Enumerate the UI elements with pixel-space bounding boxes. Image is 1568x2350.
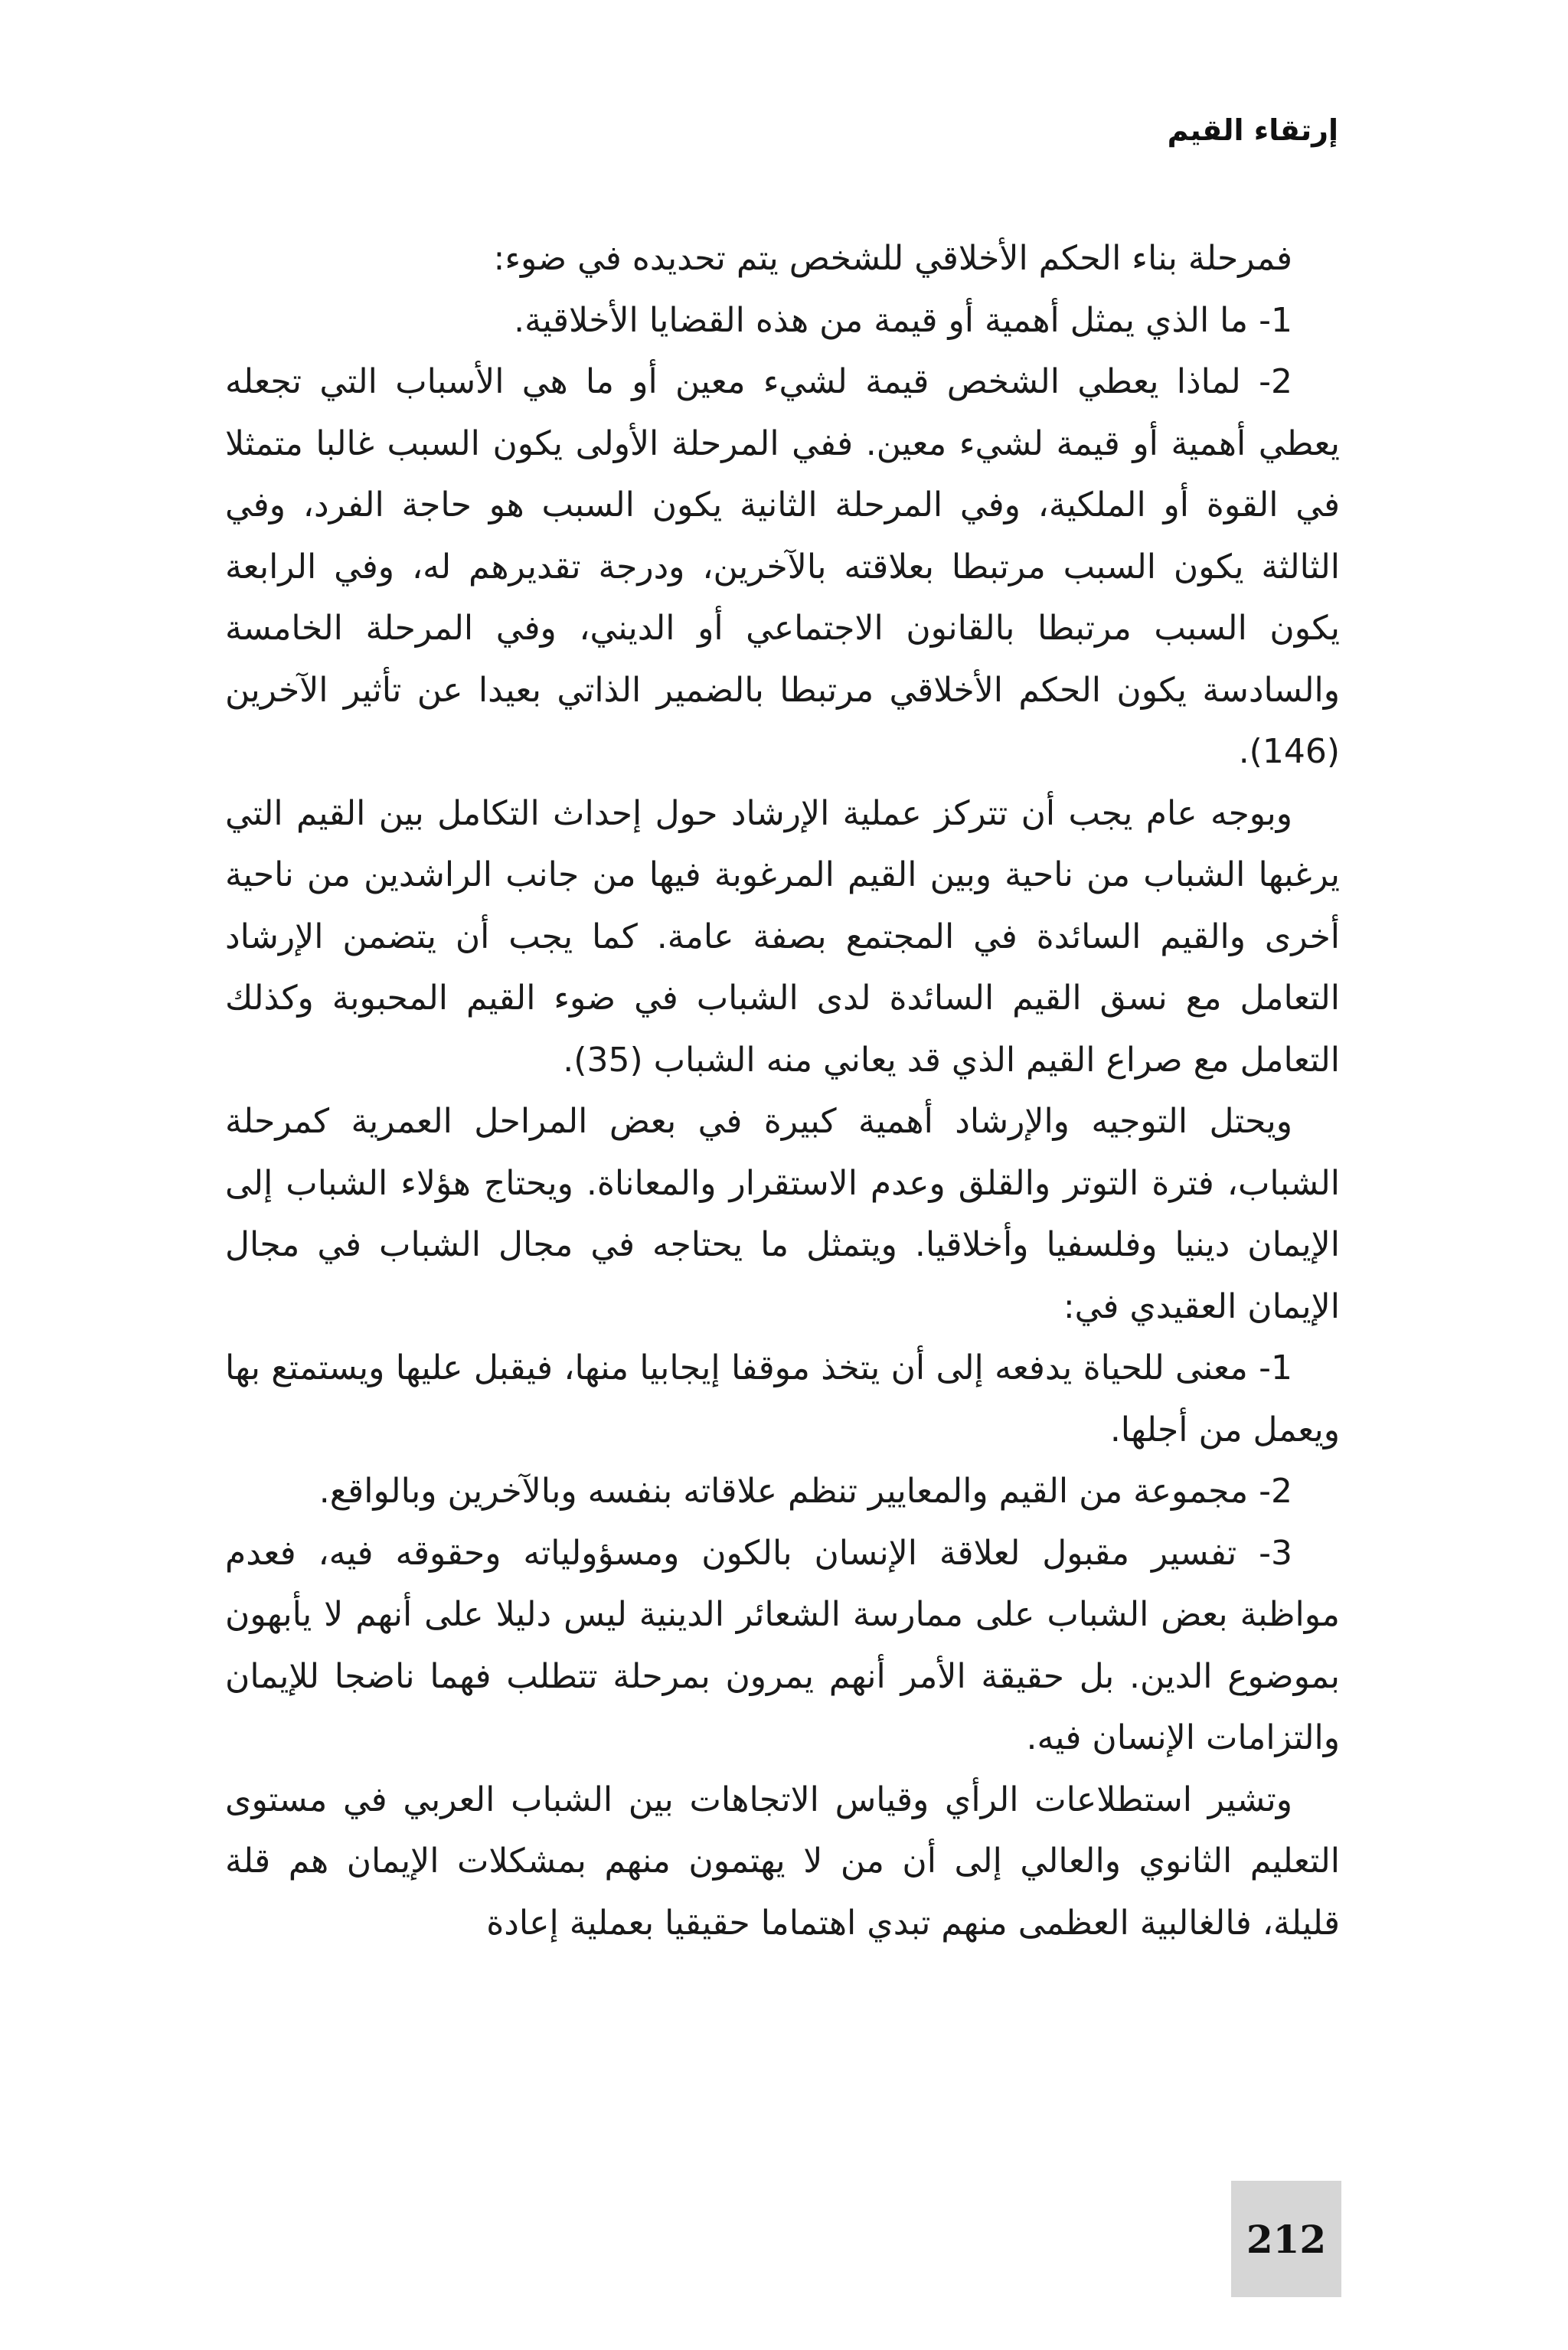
page-number: 212: [1246, 2216, 1327, 2262]
list-item-2: 2- لماذا يعطي الشخص قيمة لشيء معين أو ما هي الأسباب التي تجعله يعطي أهمية أو قيمة لشيء معين. ففي المرحلة الأولى يكون السبب غالبا متمثلا في القوة أو الملكية، وفي المرحلة الثانية يكون السبب هو حاجة الفرد، وفي الثالثة يكون السبب مرتبطا بعلاقته بالآخرين، ودرجة تقديرهم له، وفي الرابعة يكون السبب مرتبطا بالقانون الاجتماعي أو الديني، وفي المرحلة الخامسة والسادسة يكون الحكم الأخلاقي مرتبطا بالضمير الذاتي بعيدا عن تأثير الآخرين (146).: [225, 362, 1340, 771]
list-item-1: 1- ما الذي يمثل أهمية أو قيمة من هذه القضايا الأخلاقية.: [514, 300, 1292, 340]
body-text: [225, 228, 1340, 1954]
paragraph-guidance: وبوجه عام يجب أن تتركز عملية الإرشاد حول إحداث التكامل بين القيم التي يرغبها الشباب من ناحية وبين القيم المرغوبة فيها من جانب الراشدين من ناحية أخرى والقيم السائدة في المجتمع بصفة عامة. كما يجب أن يتضمن الإرشاد التعامل مع نسق القيم السائدة لدى الشباب في ضوء القيم المحبوبة وكذلك التعامل مع صراع القيم الذي قد يعاني منه الشباب (35).: [225, 793, 1340, 1080]
running-header-title: إرتقاء القيم: [1167, 113, 1338, 147]
page-number-box: [1231, 2181, 1341, 2297]
paragraph-intro: فمرحلة بناء الحكم الأخلاقي للشخص يتم تحديده في ضوء:: [493, 239, 1292, 278]
paragraph-youth-needs: ويحتل التوجيه والإرشاد أهمية كبيرة في بعض المراحل العمرية كمرحلة الشباب، فترة التوتر والقلق وعدم الاستقرار والمعاناة. ويحتاج هؤلاء الشباب إلى الإيمان دينيا وفلسفيا وأخلاقيا. ويتمثل ما يحتاجه في مجال الشباب في مجال الإيمان العقيدي في:: [225, 1102, 1340, 1326]
list-item-values: 2- مجموعة من القيم والمعايير تنظم علاقاته بنفسه وبالآخرين وبالواقع.: [318, 1472, 1292, 1511]
paragraph-surveys: وتشير استطلاعات الرأي وقياس الاتجاهات بين الشباب العربي في مستوى التعليم الثانوي والعالي إلى أن من لا يهتمون منهم بمشكلات الإيمان هم قلة قليلة، فالغالبية العظمى منهم تبدي اهتماما حقيقيا بعملية إعادة: [225, 1780, 1340, 1943]
list-item-interpretation: 3- تفسير مقبول لعلاقة الإنسان بالكون ومسؤولياته وحقوقه فيه، فعدم مواظبة بعض الشباب على ممارسة الشعائر الدينية ليس دليلا على أنهم لا يأبهون بموضوع الدين. بل حقيقة الأمر أنهم يمرون بمرحلة تتطلب فهما ناضجا للإيمان والتزامات الإنسان فيه.: [225, 1533, 1340, 1757]
list-item-meaning: 1- معنى للحياة يدفعه إلى أن يتخذ موقفا إيجابيا منها، فيقبل عليها ويستمتع بها ويعمل من أجلها.: [225, 1348, 1340, 1450]
